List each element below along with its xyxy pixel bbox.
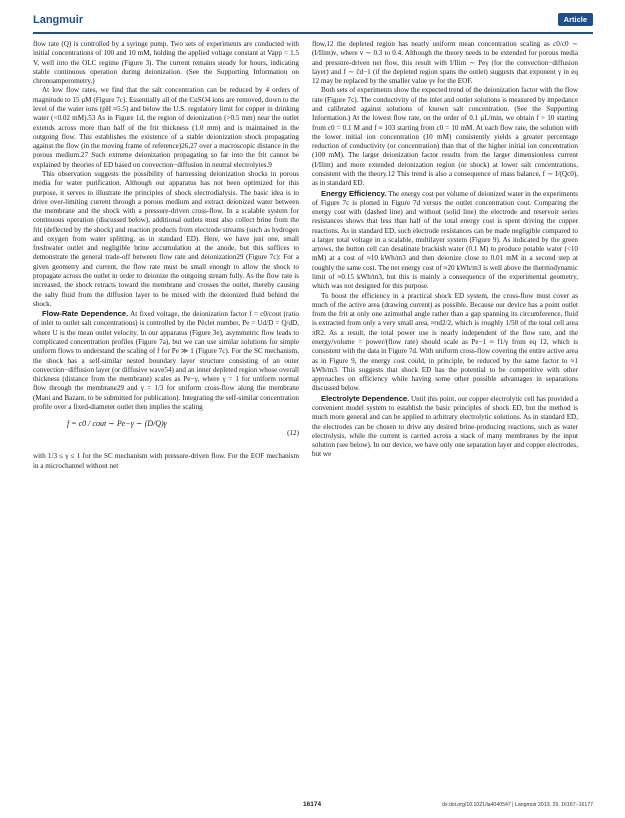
paragraph: with 1/3 ≤ γ ≤ 1 for the SC mechanism with pressure-driven flow. For the EOF mechanism in a microchannel without net <box>33 452 299 470</box>
paragraph: At low flow rates, we find that the salt concentration can be reduced by 4 orders of magnitude to 15 μM (Figure 7c). Essentially all of the CuSO4 ions are removed, down to the level of the water ions (pH ≈5.5) and below the U.S. regulatory limit for copper in drinking water (<0.02 mM).53 As in Figure 1d, the region of deionization (>0.5 mm) near the outlet extends across more than half of the frit thickness (1.0 mm) and is maintained in the outgoing flow. This establishes the existence of a stable deionization shock propagating against the flow (in the moving frame of reference)26,27 over a macroscopic distance in the porous medium.27 Such extreme deionization propagating so far into the frit cannot be explained by theories of ED based on convection−diffusion in neutral electrolytes.9 <box>33 86 299 169</box>
paragraph: flow,12 the depleted region has nearly uniform mean concentration scaling as c0/c0 ∼ (I/Ilim)ν, where ν ∼ 0.3 to 0.4. Although the theory needs to be extended for porous media and pressure-driven net flow, this result with I/Ilim ∼ Peγ (for the convection−diffusion layer) and f ∼ c̃d−1 (if the depleted region spans the outlet) suggests that exponent γ in eq 12 may be replaced by the smaller value γν for the EOF. <box>312 40 578 86</box>
paragraph-flow-rate <box>33 309 299 412</box>
section-heading-energy-efficiency: Energy Efficiency. <box>321 188 387 198</box>
equation-number: (12) <box>287 429 299 438</box>
paragraph-electrolyte <box>312 394 578 460</box>
paragraph-text: Until this point, our copper electrolytic cell has provided a convenient model system to establish the basic principles of shock ED, but the method is much more general and can be applied to arbitrary electrolytic solutions. As in standard ED, the electrodes can be chosen to drive any desired brine-producing reactions, such as water electrolysis, while the current is carried across a stack of many membranes by the input solution (see below). In our device, we have only one separation layer and copper electrodes, but we <box>312 394 578 459</box>
paragraph-text: The energy cost per volume of deionized water in the experiments of Figure 7c is plotted in Figure 7d versus the outlet concentration cout. Comparing the energy cost with (dashed line) and without (solid line) the electrode and reservoir series resistances shows that less than half of the total energy cost is spent driving the copper reactions. As in standard ED, such electrode resistances can be made negligible compared to a larger total voltage in a scalable, multilayer system (Figure 9). As indicated by the green arrows, the button cell can desalinate brackish water (0.1 M) to produce potable water (<10 mM) at a cost of ≈10 kWh/m3 and then deionize close to 0.01 mM in a second step at roughly the same cost. The net energy cost of ≈20 kWh/m3 is well above the thermodynamic limit of ≈0.15 kWh/m3, but this is mainly a consequence of the experimental geometry, which was not designed for this purpose. <box>312 189 578 291</box>
paragraph-energy <box>312 189 578 292</box>
page-number: 16174 <box>303 801 322 808</box>
paragraph: This observation suggests the possibility of harnessing deionization shocks in porous media for water purification. Although our apparatus has not been optimized for this purpose, it serves to illustrate the principles of shock electrodialysis. The basic idea is to drive over-limiting current through a porous medium and extract deionized water between the membrane and the shock with a pressure-driven cross-flow. In a scalable system for continuous operation (discussed below), additional outlets must also collect brine from the frit (deflected by the shock) and reaction products from electrode streams (such as hydrogen and oxygen from water splitting, as in standard ED). Here, we have just one, small freshwater outlet and negligible brine accumulation at the anode, but this suffices to demonstrate the general trade-off between flow rate and deionization29 (Figure 7c): For a given geometry and current, the flow rate must be small enough to allow the shock to propagate across the outlet in order to deionize the outgoing stream fully. As the flow rate is increased, the shock retracts toward the membrane and crosses the outlet, thereby causing the salty fluid from the diffusion layer to be mixed with the deionized fluid behind the shock. <box>33 169 299 308</box>
header-rule <box>33 32 593 34</box>
equation-12 <box>33 415 299 449</box>
page-header <box>33 13 593 33</box>
paragraph: flow rate (Q) is controlled by a syringe pump. Two sets of experiments are conducted with initial concentrations of 100 and 10 mM, holding the applied voltage constant at Vapp = 1.5 V, well into the OLC regime (Figure 3). The current remains steady for hours, indicating stable continuous operation during deionization. (See the Supporting Information on chronoamperometry.) <box>33 40 299 86</box>
section-heading-electrolyte-dependence: Electrolyte Dependence. <box>321 393 410 403</box>
article-badge: Article <box>558 13 593 26</box>
paragraph: Both sets of experiments show the expected trend of the deionization factor with the flow rate (Figure 7c). The conductivity of the inlet and outlet solutions is measured by impedance and calibrated against solutions of known salt concentration. (See the Supporting Information.) At the lowest flow rate, on the order of 0.1 μL/min, we obtain f > 10 starting from c0 = 0.1 M and f ≈ 103 starting from c0 = 10 mM. At each flow rate, the solution with the lower initial ion concentration (10 mM) consistently yields a greater percentage reduction of conductivity (or concentration) than that of the higher initial ion concentration (100 mM). The larger deionization factor results from the larger dimensionless current (I/Ilim) and more extended deionization region (or shock) at lower salt concentrations, consistent with the theory.12 This trend is also a consequence of mass balance, f ∼ I/(Qc0), as in standard ED. <box>312 86 578 188</box>
left-column <box>33 40 299 471</box>
right-column <box>312 40 578 460</box>
equation-body: f = c0 / cout ∼ Pe−γ ∼ (D/Q)γ <box>67 419 167 429</box>
section-heading-flow-rate: Flow-Rate Dependence. <box>42 309 129 319</box>
footer-doi: dx.doi.org/10.1021/la4040547 | Langmuir 2013, 29, 16167−16177 <box>442 802 593 808</box>
journal-title: Langmuir <box>33 14 84 26</box>
paragraph: To boost the efficiency in a practical shock ED system, the cross-flow must cover as much of the active area (drawing current) as possible. Because our device has a point outlet from the frit at only one azimuthal angle rather than a gap spanning its circumference, fluid is extracted from only a very small area, ≈πd2/2, which is roughly 1/50 of the total cell area πR2. As a result, the total power use is nearly independent of the flow rate, and the energy/volume = power/(flow rate) should scale as Pe−1 ≈ f1/γ from eq 12, which is consistent with the data in Figure 7d. With uniform cross-flow covering the entire active area as in Figure 9, the energy cost could, in principle, be reduced by the same factor to ≈1 kWh/m3. This suggests that shock ED has the potential to be competitive with other approaches on efficiency while having some other possible advantages in separations discussed below. <box>312 291 578 393</box>
paragraph-text: At fixed voltage, the deionization factor f = c0/cout (ratio of inlet to outlet salt concentrations) is controlled by the Péclet number, Pe = Ud/D = Q/dD, where U is the mean outlet velocity. In our apparatus (Figure 3e), asymmetric flow leads to complicated concentration profiles (Figure 7a), but we can use similar solutions for simple uniform flows to understand the scaling of f for Pe ≫ 1 (Figure 7c). For the SC mechanism, the shock has a self-similar nested boundary layer structure consisting of an outer convection−diffusion layer (or diffusive wave54) and an inner depleted region whose overall thickness (distance from the membrane) scales as Pe−γ, where γ = 1 for uniform normal flow through the membrane29 and γ = 1/3 for uniform cross-flow along the membrane (Mani and Bazant, to be submitted for publication). Integrating the self-similar concentration profile over a fixed-diameter outlet then implies the scaling <box>33 310 299 411</box>
